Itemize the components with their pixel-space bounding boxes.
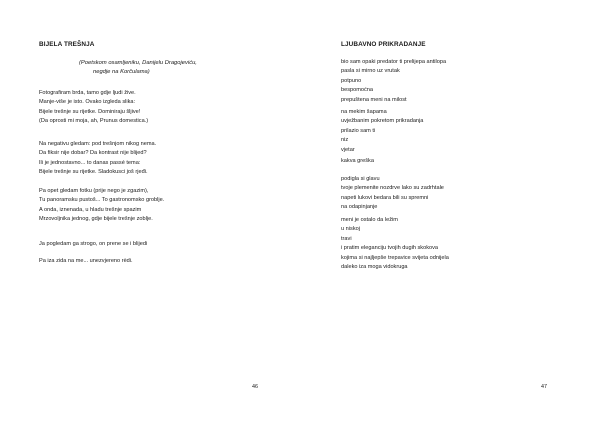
stanza-1 xyxy=(341,58,446,105)
verse-line: vjetar xyxy=(341,146,355,153)
verse-line: uvježbanim pokretom prikradanja xyxy=(341,118,424,125)
verse-line: prepuštena meni na milost xyxy=(341,96,407,103)
verse-line: Da fiksir nije dobar? Da kontrast nije blijed? xyxy=(39,150,147,157)
stanza-4 xyxy=(39,240,147,249)
verse-line: podigla si glavu xyxy=(341,176,380,182)
page-number: 47 xyxy=(541,384,547,390)
verse-line: meni je ostalo da ležim xyxy=(341,217,398,223)
verse-line: potpuno xyxy=(341,77,362,84)
stanza-3 xyxy=(39,187,164,225)
verse-line: Ja pogledam ga strogo, on prene se i blijedi xyxy=(39,241,148,247)
stanza-5 xyxy=(341,216,449,272)
verse-line: prilazio sam ti xyxy=(341,127,376,134)
verse-line: napeti lukovi bedara bili su spremni xyxy=(341,194,429,201)
stanza-5 xyxy=(39,257,133,266)
stanza-3 xyxy=(341,157,374,166)
verse-line: Bijele trešnje su rijetke. Sladokusci još rjeđi. xyxy=(39,169,148,176)
poem-dedication xyxy=(79,59,197,78)
verse-line: na odapinjanje xyxy=(341,204,378,211)
dedication-line: negdje na Korčulama) xyxy=(93,69,150,76)
verse-line: tvoje plemenite nozdrve lako su zadrhtale xyxy=(341,185,444,192)
verse-line: (Da oprosti mi moja, ah, Prunus domestica.) xyxy=(39,118,149,125)
stanza-1 xyxy=(39,89,148,127)
verse-line: i pratim eleganciju tvojih dugih skokova xyxy=(341,245,439,252)
verse-line: Na negativu gledam: pod trešnjom nikog nema. xyxy=(39,141,157,147)
verse-line: Ili je jednostavno... to danas passé tema: xyxy=(39,159,141,166)
verse-line: Tu panoramsku pustoš... To gastronomsko groblje. xyxy=(39,197,165,204)
poem-title: BIJELA TREŠNJA xyxy=(39,41,95,48)
poem-title: LJUBAVNO PRIKRADANJE xyxy=(341,41,426,48)
verse-line: u niskoj xyxy=(341,226,360,233)
stanza-4 xyxy=(341,175,444,213)
stanza-2 xyxy=(39,140,156,178)
verse-line: kakva greška xyxy=(341,158,374,164)
verse-line: bio sam opaki predator ti prelijepa antilopa xyxy=(341,59,447,65)
verse-line: Pa opet gledam fotku (prije nego je zgazim), xyxy=(39,188,149,194)
verse-line: travi xyxy=(341,235,352,242)
stanza-2 xyxy=(341,108,423,155)
verse-line: Fotografiram brda, tamo gdje ljudi žive. xyxy=(39,90,136,96)
verse-line: A onda, iznenada, u hladu trešnje spazim xyxy=(39,206,142,213)
verse-line: daleko iza moga vidokruga xyxy=(341,263,408,270)
verse-line: kojima si najljepše trepavice svijeta odnijela xyxy=(341,254,449,261)
verse-line: bespomoćna xyxy=(341,87,374,94)
right-page xyxy=(300,0,600,423)
verse-line: Mrzovoljnika jednog, gdje bijele trešnje zoblje. xyxy=(39,216,153,223)
verse-line: pasla si mirno uz vrutak xyxy=(341,68,400,75)
verse-line: niz xyxy=(341,137,349,144)
verse-line: na mekim šapama xyxy=(341,109,387,115)
dedication-line: (Poetskom osamljeniku, Danijelu Dragojeviću, xyxy=(79,60,197,66)
page-number: 46 xyxy=(252,384,258,390)
verse-line: Bijele trešnje su rijetke. Dominiraju šljive! xyxy=(39,108,141,115)
verse-line: Manje-više je isto. Ovako izgleda slika: xyxy=(39,99,136,106)
verse-line: Pa iza zida na me... unezvjereno rèdi. xyxy=(39,258,133,264)
